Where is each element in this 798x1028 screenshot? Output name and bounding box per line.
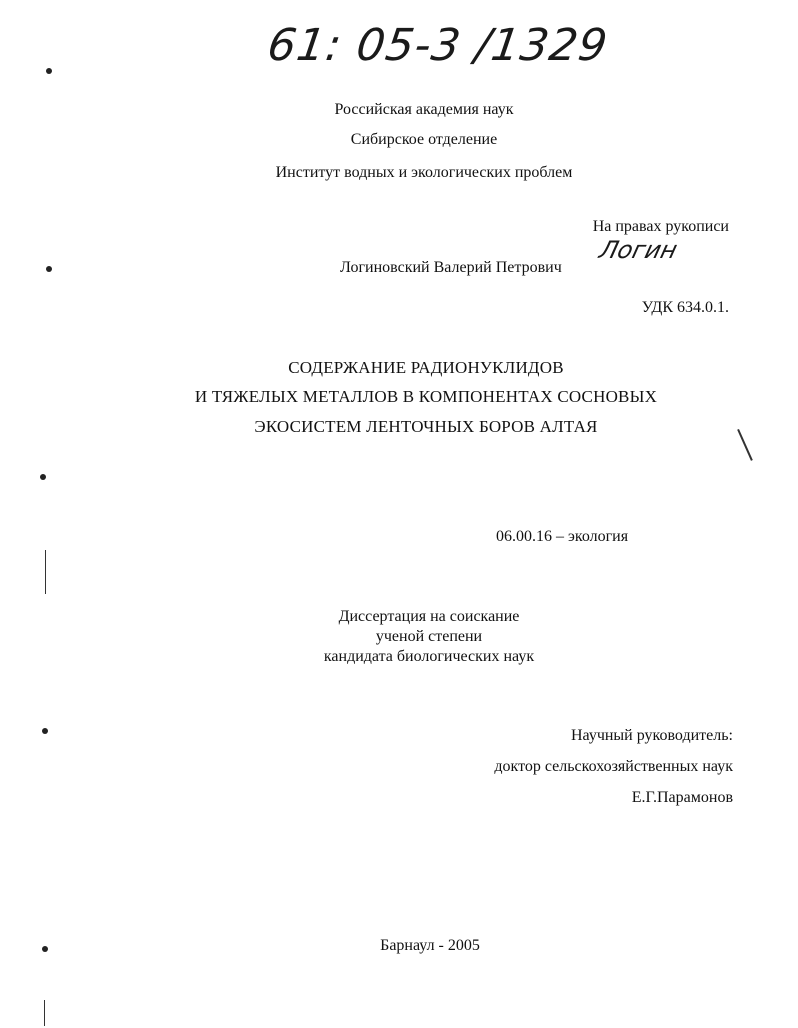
- institute-name: Институт водных и экологических проблем: [275, 164, 573, 181]
- specialty-code: 06.00.16 – экология: [496, 528, 629, 545]
- author-name: Логиновский Валерий Петрович: [340, 259, 562, 276]
- degree-line: Диссертация на соискание: [338, 608, 520, 625]
- binding-hole-mark: [46, 68, 52, 74]
- scan-artifact-line: [44, 1000, 45, 1026]
- binding-hole-mark: [42, 728, 48, 734]
- academy-name: Российская академия наук: [334, 101, 514, 118]
- dissertation-title-line: И ТЯЖЕЛЫХ МЕТАЛЛОВ В КОМПОНЕНТАХ СОСНОВЫХ: [194, 387, 658, 406]
- manuscript-rights-note: На правах рукописи: [592, 218, 729, 235]
- degree-line: ученой степени: [375, 628, 483, 645]
- dissertation-title-line: СОДЕРЖАНИЕ РАДИОНУКЛИДОВ: [288, 358, 564, 377]
- branch-name: Сибирское отделение: [350, 131, 498, 148]
- author-signature: Логин: [596, 236, 681, 264]
- binding-hole-mark: [46, 266, 52, 272]
- udc-code: УДК 634.0.1.: [641, 299, 729, 316]
- scan-artifact-line: [45, 550, 46, 594]
- dissertation-title-line: ЭКОСИСТЕМ ЛЕНТОЧНЫХ БОРОВ АЛТАЯ: [254, 417, 598, 436]
- supervisor-title: доктор сельскохозяйственных наук: [494, 758, 733, 775]
- archive-code: 61: 05-3 /1329: [264, 20, 612, 71]
- binding-hole-mark: [40, 474, 46, 480]
- degree-line: кандидата биологических наук: [323, 648, 535, 665]
- supervisor-label: Научный руководитель:: [570, 727, 733, 744]
- city-year: Барнаул - 2005: [380, 937, 480, 954]
- supervisor-name: Е.Г.Парамонов: [631, 789, 733, 806]
